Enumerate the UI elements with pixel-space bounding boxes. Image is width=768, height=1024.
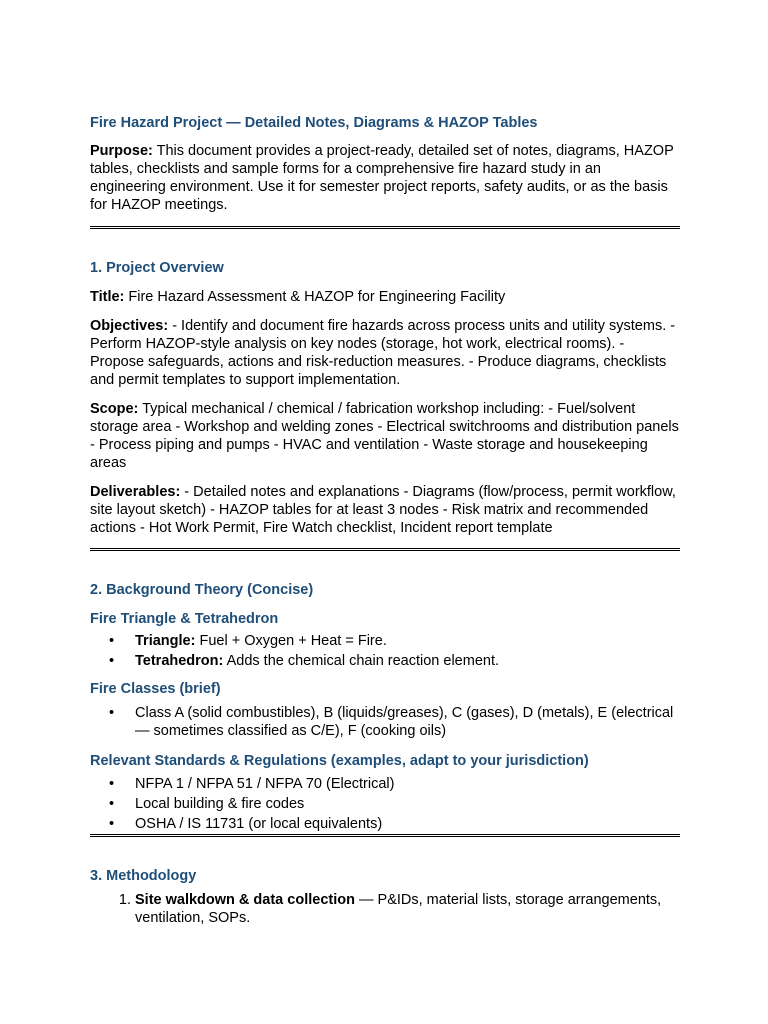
triangle-text: Fuel + Oxygen + Heat = Fire. <box>195 633 387 649</box>
section-divider <box>90 548 680 551</box>
overview-title-label: Title: <box>90 289 125 305</box>
subheading-fire-classes: Fire Classes (brief) <box>90 681 221 697</box>
overview-title-paragraph <box>90 288 680 306</box>
scope-label: Scope: <box>90 401 139 417</box>
purpose-paragraph <box>90 142 680 214</box>
deliverables-label: Deliverables: <box>90 484 181 500</box>
list-item <box>135 891 680 927</box>
purpose-label: Purpose: <box>90 143 153 159</box>
fire-triangle-list <box>90 631 680 671</box>
deliverables-text: - Detailed notes and explanations - Diagrams (flow/process, permit workflow, site layout sketch) - HAZOP tables for at least 3 nodes - Risk matrix and recommended actions - Hot Work Permit, Fire Watch checklist, Incident report template <box>90 484 676 536</box>
list-item: • Class A (solid combustibles), B (liquids/greases), C (gases), D (metals), E (electrical — sometimes classified as C/E), F (cooking oils) <box>135 704 680 740</box>
step1-text: — P&IDs, material lists, storage arrangements, ventilation, SOPs. <box>135 892 662 926</box>
overview-title-text: Fire Hazard Assessment & HAZOP for Engineering Facility <box>124 289 506 305</box>
section-heading-background: 2. Background Theory (Concise) <box>90 582 314 598</box>
standards-list <box>90 774 680 834</box>
section-divider <box>90 226 680 229</box>
subheading-standards: Relevant Standards & Regulations (examples, adapt to your jurisdiction) <box>90 753 589 769</box>
tetrahedron-text: Adds the chemical chain reaction element. <box>223 653 500 669</box>
document-title: Fire Hazard Project — Detailed Notes, Diagrams & HAZOP Tables <box>90 115 538 131</box>
list-item <box>135 651 680 671</box>
scope-text: Typical mechanical / chemical / fabrication workshop including: - Fuel/solvent storage area - Workshop and welding zones - Electrical switchrooms and distribution panels - Process piping and pumps - HVAC and ventilation - Waste storage and housekeeping areas <box>90 401 679 471</box>
objectives-label: Objectives: <box>90 318 169 334</box>
purpose-text: This document provides a project-ready, detailed set of notes, diagrams, HAZOP tables, checklists and sample forms for a comprehensive fire hazard study in an engineering environment. Use it for semester project reports, safety audits, or as the basis for HAZOP meetings. <box>90 143 674 213</box>
scope-paragraph <box>90 400 680 472</box>
deliverables-paragraph <box>90 483 680 537</box>
document-page <box>90 114 680 927</box>
tetrahedron-label: Tetrahedron: <box>135 653 224 669</box>
section-heading-methodology: 3. Methodology <box>90 868 197 884</box>
section-heading-overview: 1. Project Overview <box>90 260 224 276</box>
list-item: • OSHA / IS 11731 (or local equivalents) <box>135 814 680 834</box>
fire-classes-list <box>90 704 680 740</box>
list-item: • NFPA 1 / NFPA 51 / NFPA 70 (Electrical) <box>135 774 680 794</box>
triangle-label: Triangle: <box>135 633 196 649</box>
section-divider <box>90 834 680 837</box>
subheading-fire-triangle: Fire Triangle & Tetrahedron <box>90 611 279 627</box>
list-item <box>135 631 680 651</box>
objectives-text: - Identify and document fire hazards across process units and utility systems. - Perform HAZOP-style analysis on key nodes (storage, hot work, electrical rooms). - Propose safeguards, actions and risk-reduction measures. - Produce diagrams, checklists and permit templates to support implementation. <box>90 318 676 388</box>
objectives-paragraph <box>90 317 680 389</box>
list-item: • Local building & fire codes <box>135 794 680 814</box>
step1-label: Site walkdown & data collection <box>135 892 355 908</box>
methodology-steps-list <box>90 891 680 927</box>
